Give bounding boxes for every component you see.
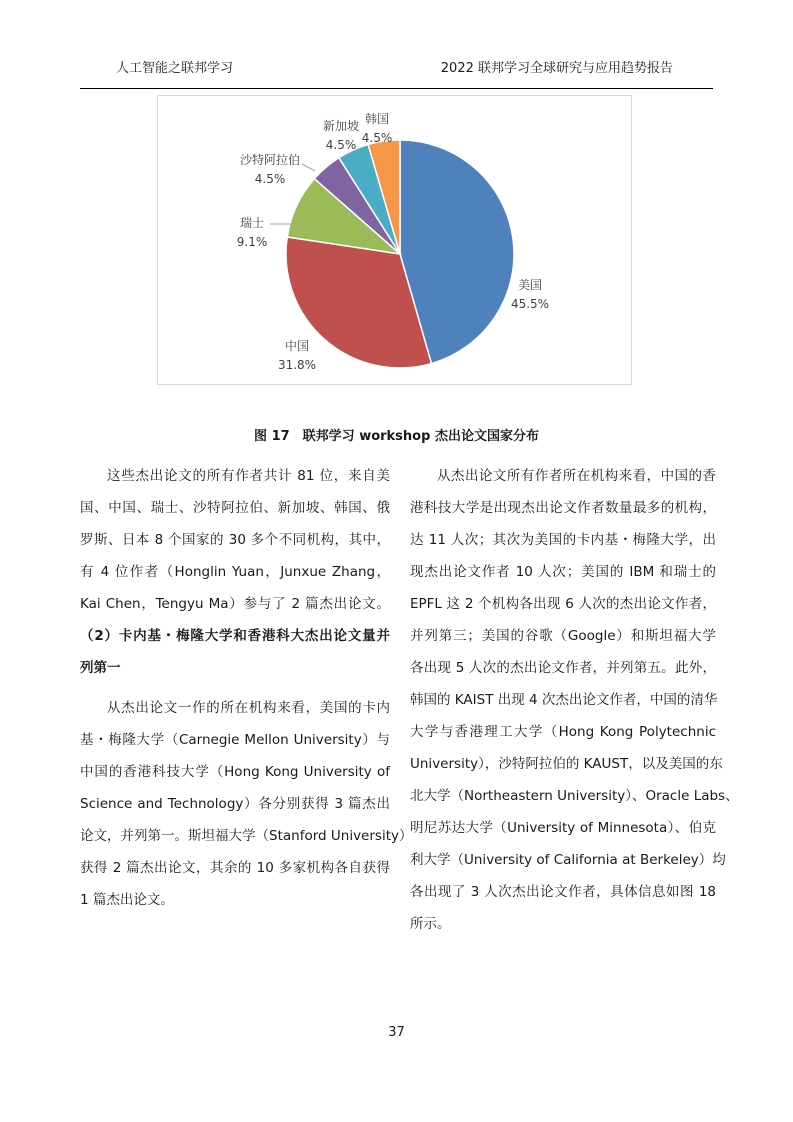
right-column: [410, 460, 739, 940]
header-left-title: 人工智能之联邦学习: [116, 61, 234, 76]
pie-chart-frame: [157, 95, 632, 385]
left-column-spacer: [80, 684, 390, 692]
figure-caption: 图 17 联邦学习 workshop 杰出论文国家分布: [254, 429, 539, 444]
pie-slice-value: 31.8%: [277, 358, 317, 372]
pie-slice-value: 9.1%: [236, 235, 268, 249]
right-column-text-line: 北大学（Northeastern University）、Oracle Labs、: [410, 788, 739, 804]
left-column-text-line: Science and Technology）各分别获得 3 篇杰出: [80, 796, 390, 812]
pie-slice-label: 瑞士: [239, 216, 265, 230]
pie-slice-label: 美国: [517, 278, 543, 292]
right-column-text-line: 港科技大学是出现杰出论文作者数量最多的机构，: [410, 500, 716, 516]
right-column-text-line: 利大学（University of California at Berkeley）均: [410, 852, 726, 868]
pie-slice-value: 4.5%: [254, 172, 286, 186]
left-column: [80, 460, 413, 916]
pie-slice-label: 中国: [284, 339, 310, 353]
right-column-text-line: 达 11 人次；其次为美国的卡内基・梅隆大学，出: [410, 532, 716, 548]
left-column-text-line: 中国的香港科技大学（Hong Kong University of: [80, 764, 390, 780]
left-column-text-line: 罗斯、日本 8 个国家的 30 多个不同机构，其中，: [80, 532, 390, 548]
left-column-text-line: （2）卡内基・梅隆大学和香港科大杰出论文量并: [80, 628, 390, 644]
header-divider: [80, 88, 713, 89]
left-column-text-line: 国、中国、瑞士、沙特阿拉伯、新加坡、韩国、俄: [80, 500, 390, 516]
left-column-text-line: Kai Chen，Tengyu Ma）参与了 2 篇杰出论文。: [80, 596, 390, 612]
left-column-text-line: 1 篇杰出论文。: [80, 892, 174, 908]
right-column-text-line: 韩国的 KAIST 出现 4 次杰出论文作者，中国的清华: [410, 692, 718, 708]
right-column-text-line: 所示。: [410, 916, 451, 932]
header-right-title: 2022 联邦学习全球研究与应用趋势报告: [440, 61, 673, 76]
left-column-text-line: 基・梅隆大学（Carnegie Mellon University）与: [80, 732, 390, 748]
right-column-text-line: 大学与香港理工大学（Hong Kong Polytechnic: [410, 724, 716, 740]
left-column-text-line: 获得 2 篇杰出论文，其余的 10 多家机构各自获得: [80, 860, 390, 876]
right-column-text-line: 从杰出论文所有作者所在机构来看，中国的香: [437, 468, 716, 484]
pie-slice-value: 45.5%: [510, 297, 550, 311]
right-column-text-line: 并列第三；美国的谷歌（Google）和斯坦福大学: [410, 628, 716, 644]
pie-leader-line: [302, 164, 315, 171]
left-column-text-line: 列第一: [80, 660, 121, 676]
left-column-text-line: 从杰出论文一作的所在机构来看，美国的卡内: [107, 700, 390, 716]
pie-chart: [158, 96, 633, 386]
page-number: 37: [388, 1025, 405, 1040]
right-column-text-line: 各出现 5 人次的杰出论文作者，并列第五。此外，: [410, 660, 716, 676]
left-column-text-line: 有 4 位作者（Honglin Yuan，Junxue Zhang，: [80, 564, 390, 580]
right-column-text-line: 明尼苏达大学（University of Minnesota）、伯克: [410, 820, 716, 836]
left-column-text-line: 论文，并列第一。斯坦福大学（Stanford University）: [80, 828, 413, 844]
right-column-text-line: EPFL 这 2 个机构各出现 6 人次的杰出论文作者，: [410, 596, 716, 612]
right-column-text-line: University），沙特阿拉伯的 KAUST，以及美国的东: [410, 756, 723, 772]
pie-slice-label: 沙特阿拉伯: [239, 153, 301, 167]
right-column-text-line: 现杰出论文作者 10 人次；美国的 IBM 和瑞士的: [410, 564, 716, 580]
pie-slice-value: 4.5%: [361, 131, 393, 145]
pie-slice-label: 新加坡: [322, 119, 360, 133]
left-column-text-line: 这些杰出论文的所有作者共计 81 位，来自美: [107, 468, 390, 484]
pie-slice-value: 4.5%: [325, 138, 357, 152]
right-column-text-line: 各出现了 3 人次杰出论文作者，具体信息如图 18: [410, 884, 716, 900]
pie-slice-label: 韩国: [364, 112, 390, 126]
